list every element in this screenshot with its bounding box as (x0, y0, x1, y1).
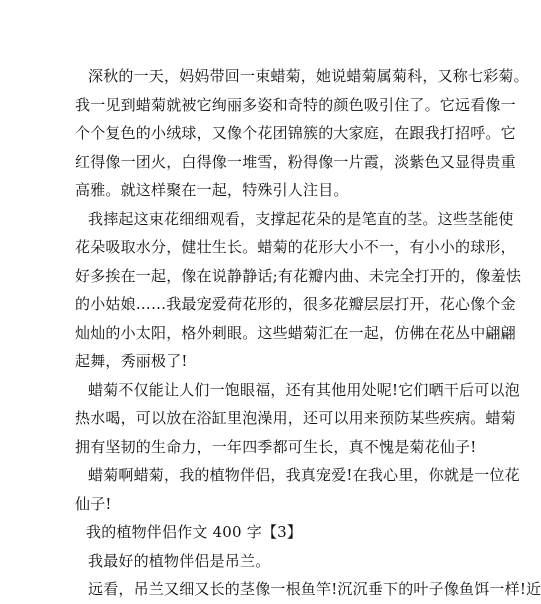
paragraph-5 (78, 547, 448, 576)
text-line: 个个复色的小绒球，又像个花团锦簇的大家庭，在跟我打招呼。它 (75, 124, 516, 142)
paragraph-6 (78, 575, 541, 604)
text-line: 起舞，秀丽极了! (75, 352, 188, 370)
text-line: 高雅。就这样聚在一起，特殊引人注目。 (75, 181, 349, 199)
text-line: 深秋的一天，妈妈带回一束蜡菊，她说蜡菊属菊科，又称七彩菊。 (88, 67, 529, 85)
paragraph-1 (75, 62, 529, 205)
paragraph-4 (75, 461, 520, 518)
text-line: 我最好的植物伴侣是吊兰。 (88, 551, 271, 570)
text-line: 我摔起这束花细细观看，支撑起花朵的是笔直的茎。这些茎能使 (88, 209, 514, 228)
text-line: 花朵吸取水分，健壮生长。蜡菊的花形大小不一，有小小的球形， (75, 238, 516, 256)
text-line: 拥有坚韧的生命力，一年四季都可生长，真不愧是菊花仙子! (75, 437, 477, 456)
paragraph-3 (75, 376, 520, 462)
text-line: 灿灿的小太阳，格外刺眼。这些蜡菊汇在一起，仿佛在花丛中翩翩 (75, 323, 516, 342)
text-line: 热水喝，可以放在浴缸里泡澡用，还可以用来预防某些疾病。蜡菊 (75, 409, 516, 427)
section-heading: 我的植物伴侣作文 400 字【3】 (86, 523, 303, 541)
text-line: 好多挨在一起，像在说静静话;有花瓣内曲、未完全打开的，像羞怯 (75, 266, 522, 285)
text-line: 仙子! (75, 494, 112, 513)
essay-body-top (75, 62, 529, 518)
text-line: 红得像一团火，白得像一堆雪，粉得像一片霞，淡紫色又显得贵重 (75, 152, 516, 171)
text-line: 远看，吊兰又细又长的茎像一根鱼竿!沉沉垂下的叶子像鱼饵一样!近 (88, 580, 541, 598)
text-line: 的小姑娘……我最宠爱荷花形的，很多花瓣层层打开，花心像个金 (75, 295, 516, 313)
text-line: 我一见到蜡菊就被它绚丽多姿和奇特的颜色吸引住了。它远看像一 (75, 95, 516, 114)
text-line: 蜡菊不仅能让人们一饱眼福，还有其他用处呢!它们晒干后可以泡 (88, 380, 520, 399)
paragraph-2 (75, 205, 522, 376)
text-line: 蜡菊啊蜡菊，我的植物伴侣，我真宠爱!在我心里，你就是一位花 (88, 466, 520, 484)
essay-body-bottom (78, 547, 541, 604)
